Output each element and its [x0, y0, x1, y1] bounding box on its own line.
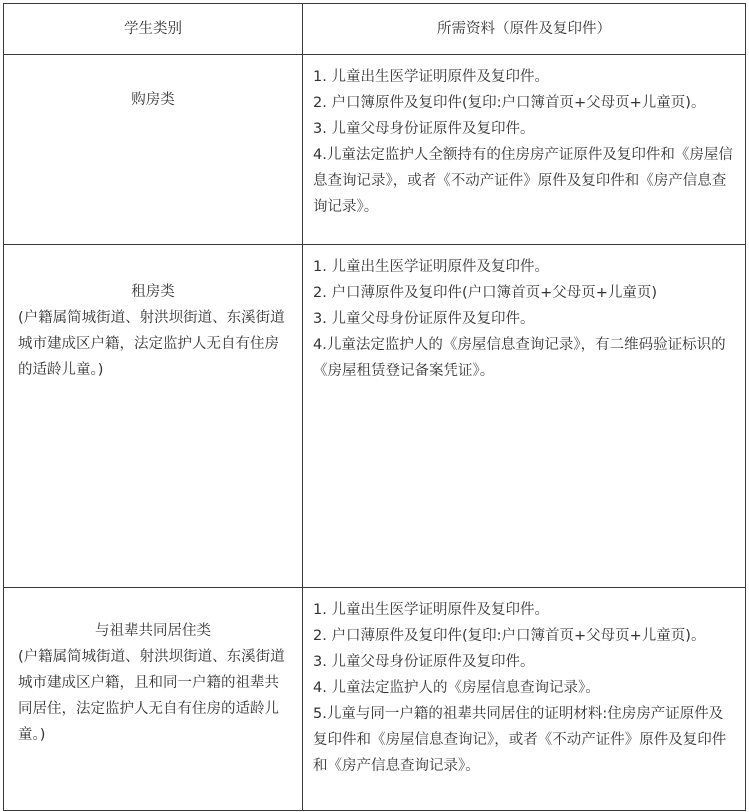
list-item: 1. 儿童出生医学证明原件及复印件。 — [313, 69, 549, 85]
header-materials: 所需资料（原件及复印件） — [303, 4, 746, 55]
list-item: 1. 儿童出生医学证明原件及复印件。 — [313, 259, 549, 275]
list-item: 2. 户口簿原件及复印件(复印:户口簿首页+父母页+儿童页)。 — [313, 95, 706, 111]
list-item: 3. 儿童父母身份证原件及复印件。 — [313, 654, 535, 670]
list-item: 4.儿童法定监护人的《房屋信息查询记录》，有二维码验证标识的《房屋租赁登记备案凭证》。 — [313, 337, 726, 379]
list-item: 4.儿童法定监护人全额持有的住房房产证原件及复印件和《房屋信息查询记录》，或者《不动产证件》原件及复印件和《房产信息查询记录》。 — [313, 147, 733, 215]
category-cell — [4, 588, 303, 811]
category-title: 购房类 — [131, 92, 175, 108]
category-note: (户籍属简城街道、射洪坝街道、东溪街道城市建成区户籍，法定监护人无自有住房的适龄儿童。) — [18, 310, 285, 378]
list-item: 3. 儿童父母身份证原件及复印件。 — [313, 311, 535, 327]
list-item: 5.儿童与同一户籍的祖辈共同居住的证明材料:住房房产证原件及复印件和《房屋信息查询记》，或者《不动产证件》原件及复印件和《房产信息查询记录》。 — [313, 706, 727, 774]
category-note: (户籍属简城街道、射洪坝街道、东溪街道城市建成区户籍，且和同一户籍的祖辈共同居住，法定监护人无自有住房的适龄儿童。) — [18, 649, 285, 743]
table-row — [4, 55, 746, 245]
category-cell — [4, 55, 303, 245]
category-cell — [4, 245, 303, 588]
materials-table — [3, 3, 746, 811]
header-category: 学生类别 — [4, 4, 303, 55]
list-item: 1. 儿童出生医学证明原件及复印件。 — [313, 602, 549, 618]
materials-cell — [303, 55, 746, 245]
table-row — [4, 588, 746, 811]
category-title: 与祖辈共同居住类 — [95, 623, 211, 639]
table-row — [4, 245, 746, 588]
list-item: 4. 儿童法定监护人的《房屋信息查询记录》。 — [313, 680, 600, 696]
list-item: 2. 户口薄原件及复印件(复印:户口簿首页+父母页+儿童页)。 — [313, 628, 706, 644]
materials-cell — [303, 245, 746, 588]
category-title: 租房类 — [131, 284, 175, 300]
list-item: 2. 户口薄原件及复印件(户口簿首页+父母页+儿童页) — [313, 285, 658, 301]
header-row — [4, 4, 746, 55]
materials-cell — [303, 588, 746, 811]
list-item: 3. 儿童父母身份证原件及复印件。 — [313, 121, 535, 137]
